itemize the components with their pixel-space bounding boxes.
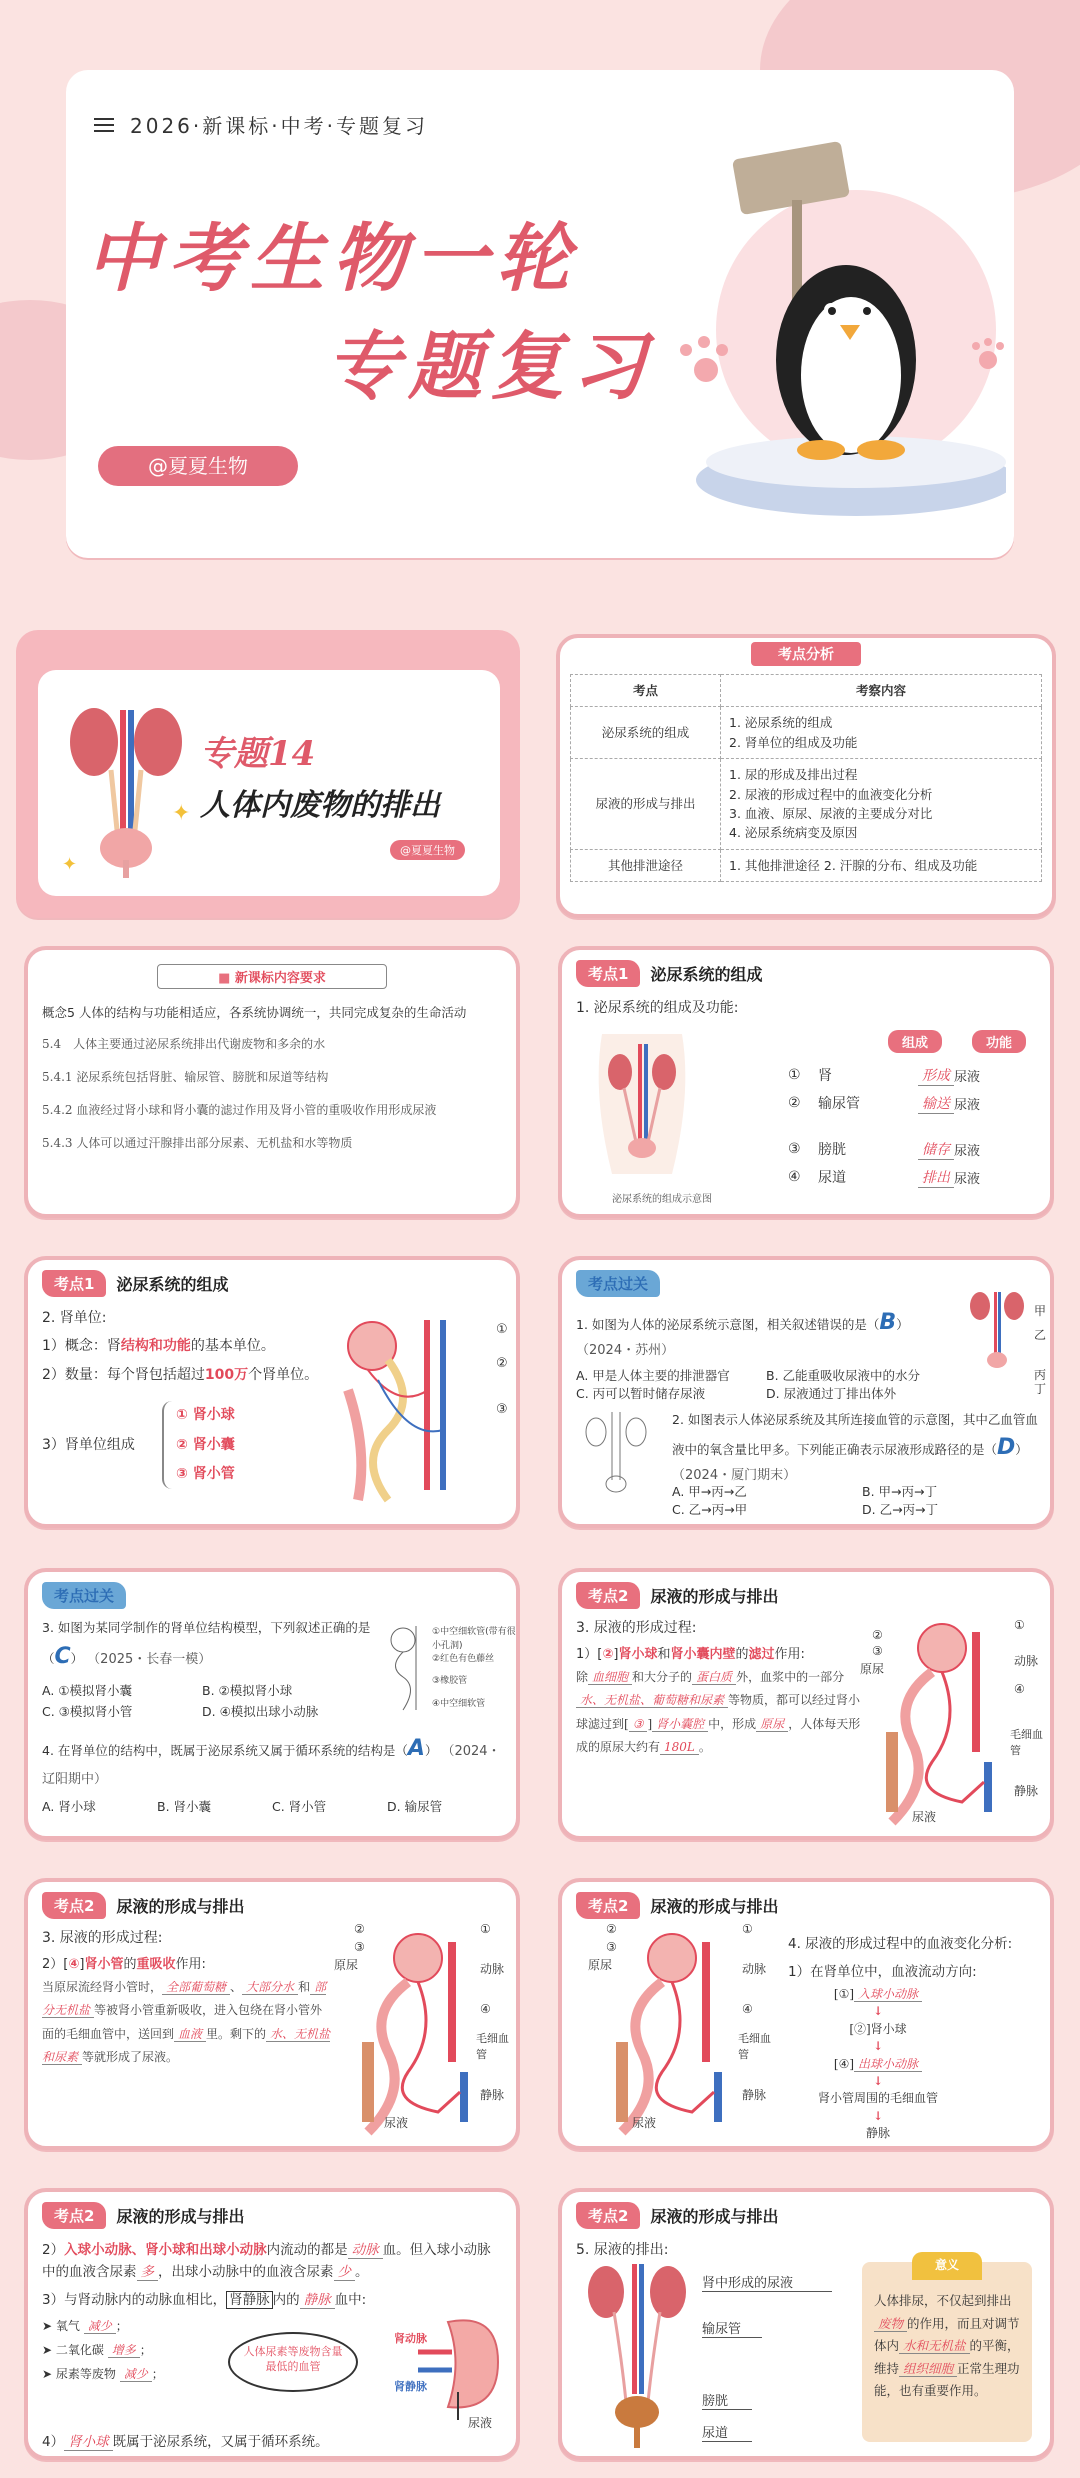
kp1a-question: 1. 泌尿系统的组成及功能: (576, 1000, 739, 1016)
kp1a-col-comp: 组成 (888, 1030, 942, 1053)
practice1-fig1 (962, 1288, 1032, 1378)
analysis-heading: 考点分析 (751, 642, 861, 666)
analysis-card (556, 634, 1056, 918)
kp2b-title: 尿液的形成与排出 (116, 1897, 245, 1916)
practice2-q3: 3. 如图为某同学制作的肾单位结构模型，下列叙述正确的是（C） （2025・长春一模） (42, 1620, 371, 1670)
list-item: ③ 肾小管 (176, 1465, 235, 1482)
urinary-organs-figure (582, 2262, 692, 2452)
topic-badge[interactable]: @夏夏生物 (390, 840, 465, 860)
kp2b-question: 3. 尿液的形成过程: (42, 1930, 163, 1946)
topic-title: 人体内废物的排出 (200, 788, 440, 823)
svg-text:✦: ✦ (62, 854, 78, 875)
standards-item: 5.4.3 人体可以通过汗腺排出部分尿素、无机盐和水等物质 (42, 1136, 353, 1150)
kp2e-label: 尿道 (702, 2422, 752, 2442)
kp1b-tag: 考点1 (42, 1270, 106, 1297)
standards-concept: 概念5 人体的结构与功能相适应，各系统协调统一，共同完成复杂的生命活动 (42, 1005, 467, 1020)
kp1a-tag: 考点1 (576, 960, 640, 987)
kp2a-body: 除 血细胞 和大分子的 蛋白质 外，血浆中的一部分水、无机盐、葡萄糖和尿素 等物质，都可以经过肾小球滤过到[ ③ ] 肾小囊腔 中，形成 原尿 ，人体每天形成的原尿大约有 180L 。 (576, 1670, 861, 1755)
kp2c-sub: 1）在肾单位中，血液流动方向: (788, 1964, 977, 1980)
kp2b-body: 当原尿流经肾小管时， 全部葡萄糖 、 大部分水 和 部分无机盐 等被肾小管重新吸收，进入包绕在肾小管外面的毛细血管中，送回到 血液 里。剩下的 水、无机盐和尿素 等就形成了尿液。 (42, 1980, 331, 2065)
list-item: ② 肾小囊 (176, 1436, 235, 1453)
standards-item: 5.4 人体主要通过泌尿系统排出代谢废物和多余的水 (42, 1037, 326, 1051)
list-item: ➤ 尿素等废物 减少 ； (42, 2366, 164, 2381)
analysis-table (570, 674, 1042, 882)
kp1b-count: 2）数量：每个肾包括超过100万个肾单位。 (42, 1367, 319, 1384)
kp2d-card: 考点2 尿液的形成与排出 2）入球小动脉、肾小球和出球小动脉内流动的都是 动脉 血。但入球小动脉中的血液含尿素 多 ，出球小动脉中的血液含尿素 少 。 3）与肾动脉内的动脉血相比， 肾静脉 内的 静脉 血中: ➤ 氧气 减少 ； ➤ 二氧化碳 增多 ； ➤ 尿素等废物 减少 ； 人体尿素等废物含量最低的血管 肾动脉 肾静脉 尿液 4） 肾小球 既属于泌尿系统，又属于循环系统。 (24, 2188, 520, 2460)
kp2e-tag: 考点2 (576, 2202, 640, 2229)
list-item: ➤ 氧气 减少 ； (42, 2318, 128, 2333)
kp2a-title: 尿液的形成与排出 (650, 1587, 779, 1606)
kp2e-card (558, 2188, 1054, 2460)
cover-title-line2: 专题复习 (326, 324, 654, 410)
list-item: ➤ 二氧化碳 增多 ； (42, 2342, 152, 2357)
kp2e-title: 尿液的形成与排出 (650, 2207, 779, 2226)
menu-icon[interactable] (94, 118, 114, 132)
analysis-col2: 考察内容 (721, 675, 1042, 707)
urinary-system-figure (582, 1034, 702, 1174)
kp2d-title: 尿液的形成与排出 (116, 2207, 245, 2226)
kp1b-concept: 1）概念：肾结构和功能的基本单位。 (42, 1338, 275, 1354)
kp1b-title: 泌尿系统的组成 (116, 1275, 229, 1294)
cover-header (94, 110, 428, 139)
kp2c-nephron-figure (602, 1922, 742, 2142)
nephron-marker: ① (496, 1322, 508, 1337)
cover-subtitle: 2026·新课标·中考·专题复习 (130, 114, 428, 138)
cover-title-line1: 中考生物一轮 (86, 216, 578, 302)
cover-author-badge[interactable]: @夏夏生物 (98, 446, 298, 486)
standards-item: 5.4.1 泌尿系统包括肾脏、输尿管、膀胱和尿道等结构 (42, 1070, 329, 1084)
kp2e-label: 膀胱 (702, 2390, 752, 2410)
kp2a-nephron-figure (872, 1612, 1012, 1832)
kp2e-note-tag: 意义 (912, 2252, 982, 2280)
table-row: 尿液的形成与排出 1. 尿的形成及排出过程 2. 尿液的形成过程中的血液变化分析 3. 血液、原尿、尿液的主要成分对比 4. 泌尿系统病变及原因 (571, 759, 1042, 850)
practice1-tag: 考点过关 (576, 1270, 660, 1297)
kp1a-col-func: 功能 (972, 1030, 1026, 1053)
kp2c-question: 4. 尿液的形成过程中的血液变化分析: (788, 1936, 1013, 1952)
kp1a-card (558, 946, 1054, 1218)
standards-card (24, 946, 520, 1218)
kp2e-note: 意义 人体排尿，不仅起到排出废物 的作用，而且对调节体内 水和无机盐 的平衡，维持 组织细胞 正常生理功能，也有重要作用。 (862, 2262, 1032, 2442)
table-row: 泌尿系统的组成 1. 泌尿系统的组成 2. 肾单位的组成及功能 (571, 707, 1042, 759)
topic-label: 专题14 (200, 734, 316, 774)
list-item: ③ 膀胱 储存 尿液 (788, 1135, 1048, 1163)
kp2c-card: 考点2 尿液的形成与排出 ② ③ 原尿 ① 动脉 ④ 毛细血管 静脉 尿液 4. 尿液的形成过程中的血液变化分析: 1）在肾单位中，血液流动方向: [①] 入球小动脉 ↓ [②]肾小球 ↓ [④] 出球小动脉 ↓ 肾小管周围的毛细血管 ↓ 静脉 (558, 1878, 1054, 2150)
kp2a-sub: 1）[②]肾小球和肾小囊内壁的滤过作用: (576, 1647, 805, 1662)
penguin-illustration (626, 110, 1006, 530)
kp2b-card: 考点2 尿液的形成与排出 3. 尿液的形成过程: 2）[④]肾小管的重吸收作用: 当原尿流经肾小管时， 全部葡萄糖 、 大部分水 和 部分无机盐 等被肾小管重新吸收，进入包绕在肾小管外面的毛细血管中，送回到 血液 里。剩下的 水、无机盐和尿素 等就形成了尿液。 ② ③ 原尿 ① 动脉 ④ 毛细血管 静脉 尿液 (24, 1878, 520, 2150)
kp2e-label: 肾中形成的尿液 (702, 2272, 832, 2292)
topic-card (16, 630, 520, 918)
kp2e-question: 5. 尿液的排出: (576, 2242, 669, 2258)
practice2-tag: 考点过关 (42, 1582, 126, 1609)
nephron-marker: ② (496, 1356, 508, 1371)
practice2-q4: 4. 在肾单位的结构中，既属于泌尿系统又属于循环系统的结构是（A） （2024・辽阳期中） (42, 1736, 501, 1787)
standards-heading: ■ 新课标内容要求 (157, 964, 387, 989)
list-item: ② 输尿管 输送 尿液 (788, 1089, 1048, 1117)
kp2d-p3: 3）与肾动脉内的动脉血相比， 肾静脉 内的 静脉 血中: (42, 2291, 367, 2308)
standards-item: 5.4.2 血液经过肾小球和肾小囊的滤过作用及肾小管的重吸收作用形成尿液 (42, 1103, 437, 1117)
kp2d-bubble: 人体尿素等废物含量最低的血管 (228, 2332, 358, 2392)
kp2b-tag: 考点2 (42, 1892, 106, 1919)
table-row: 其他排泄途径 1. 其他排泄途径 2. 汗腺的分布、组成及功能 (571, 849, 1042, 881)
cover-card (66, 70, 1014, 558)
kidney-icon (56, 690, 196, 880)
kidney-blood-figure (418, 2312, 508, 2422)
practice1-q1: 1. 如图为人体的泌尿系统示意图，相关叙述错误的是（B） （2024・苏州） (576, 1310, 909, 1359)
nephron-marker: ③ (496, 1402, 508, 1417)
kp1a-caption: 泌尿系统的组成示意图 (612, 1194, 712, 1205)
kp2c-flow: [①] 入球小动脉 ↓ [②]肾小球 ↓ [④] 出球小动脉 ↓ 肾小管周围的毛细血管 ↓ 静脉 (817, 1987, 938, 2141)
list-item: ④ 尿道 排出 尿液 (788, 1163, 1048, 1191)
analysis-col1: 考点 (571, 675, 721, 707)
kp2a-question: 3. 尿液的形成过程: (576, 1620, 697, 1636)
svg-text:✦: ✦ (172, 801, 191, 826)
kp2d-tag: 考点2 (42, 2202, 106, 2229)
nephron-figure (328, 1310, 488, 1510)
list-item: ① 肾小球 (176, 1407, 235, 1424)
kp2a-card: 考点2 尿液的形成与排出 3. 尿液的形成过程: 1）[②]肾小球和肾小囊内壁的滤过作用: 除 血细胞 和大分子的 蛋白质 外，血浆中的一部分水、无机盐、葡萄糖和尿素 等物质，都可以经过肾小球滤过到[ ③ ] 肾小囊腔 中，形成 原尿 ，人体每天形成的原尿大约有 180L 。 ① ② ③ 原尿 ④ 动脉 毛细血管 静脉 尿液 (558, 1568, 1054, 1840)
practice2-model-figure (378, 1622, 428, 1712)
kp1b-question: 2. 肾单位: (42, 1310, 107, 1326)
kp2d-p4: 4） 肾小球 既属于泌尿系统，又属于循环系统。 (42, 2434, 329, 2450)
kp1b-comp-label: 3）肾单位组成 (42, 1436, 135, 1453)
practice1-q2: 2. 如图表示人体泌尿系统及其所连接血管的示意图，其中乙血管血液中的氧含量比甲多。下列能正确表示尿液形成路径的是（D） （2024・厦门期末） (672, 1412, 1038, 1484)
list-item: ① 肾 形成 尿液 (788, 1061, 1048, 1089)
practice1-card: 考点过关 1. 如图为人体的泌尿系统示意图，相关叙述错误的是（B） （2024・苏州） A. 甲是人体主要的排泄器官 B. 乙能重吸收尿液中的水分 C. 丙可以暂时储存尿液 D. 尿液通过丁排出体外 甲 乙 丙 丁 2. 如图表示人体泌尿系统及其所连接血管的示意图，其中乙血管血液中的氧含量比甲多。下列能正确表示尿液形成路径的是（D） （2024・厦门期末） A. 甲→丙→乙 B. 甲→丙→丁 C. 乙→丙→甲 D. 乙→丙→丁 (558, 1256, 1054, 1528)
practice2-card: 考点过关 3. 如图为某同学制作的肾单位结构模型，下列叙述正确的是（C） （2025・长春一模） A. ①模拟肾小囊 B. ②模拟肾小球 C. ③模拟肾小管 D. ④模拟出球小动脉 ①中空细软管(带有很小孔洞) ②红色有色藤丝 ③橡胶管 ④中空细软管 4. 在肾单位的结构中，既属于泌尿系统又属于循环系统的结构是（A） （2024・辽阳期中） A. 肾小球 B. 肾小囊 C. 肾小管 D. 输尿管 (24, 1568, 520, 1840)
kp2b-sub: 2）[④]肾小管的重吸收作用: (42, 1957, 206, 1972)
practice1-fig2 (576, 1410, 656, 1500)
kp1b-card (24, 1256, 520, 1528)
kp1a-title: 泌尿系统的组成 (650, 965, 763, 984)
kp2c-title: 尿液的形成与排出 (650, 1897, 779, 1916)
kp2b-nephron-figure (348, 1922, 488, 2142)
kp2e-label: 输尿管 (702, 2318, 762, 2338)
kp2a-tag: 考点2 (576, 1582, 640, 1609)
kp2c-tag: 考点2 (576, 1892, 640, 1919)
kp2d-p2: 2）入球小动脉、肾小球和出球小动脉内流动的都是 动脉 血。但入球小动脉中的血液含尿素 多 ，出球小动脉中的血液含尿素 少 。 (42, 2242, 491, 2281)
